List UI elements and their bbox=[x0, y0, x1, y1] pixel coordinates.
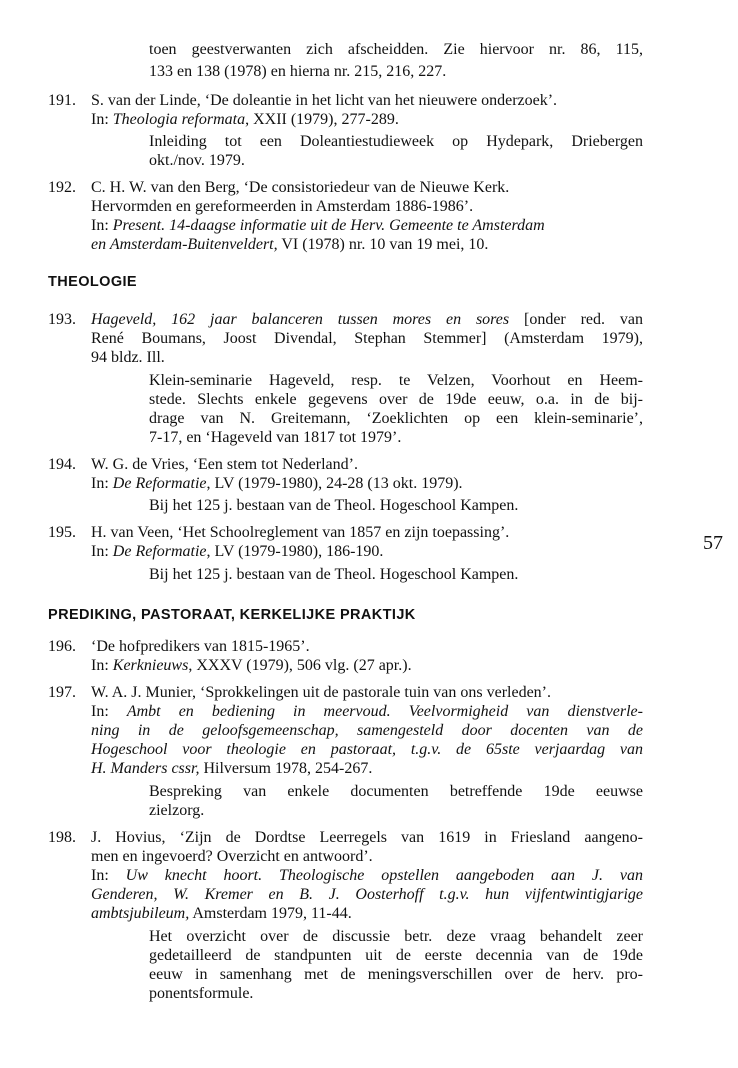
entry-source: In: Ambt en bediening in meervoud. Veelvormigheid van dienstverle- bbox=[91, 703, 643, 720]
section-heading: PREDIKING, PASTORAAT, KERKELIJKE PRAKTIJK bbox=[48, 607, 416, 623]
entry-number: 198. bbox=[48, 829, 76, 846]
entry-annotation: drage van N. Greitemann, ‘Zoeklichten op een klein-seminarie’, bbox=[149, 410, 643, 427]
entry-annotation: 7-17, en ‘Hageveld van 1817 tot 1979’. bbox=[149, 429, 402, 446]
entry-annotation: Bij het 125 j. bestaan van de Theol. Hogeschool Kampen. bbox=[149, 566, 519, 583]
entry-annotation: Klein-seminarie Hageveld, resp. te Velzen, Voorhout en Heem- bbox=[149, 372, 643, 389]
entry-number: 191. bbox=[48, 92, 76, 109]
entry-source: In: Uw knecht hoort. Theologische opstellen aangeboden aan J. van bbox=[91, 867, 643, 884]
entry-number: 197. bbox=[48, 684, 76, 701]
entry-number: 192. bbox=[48, 179, 76, 196]
entry-annotation: okt./nov. 1979. bbox=[149, 152, 245, 169]
entry-source: Hogeschool voor theologie en pastoraat, t.g.v. de 65ste verjaardag van bbox=[91, 741, 643, 758]
entry-annotation: Inleiding tot een Doleantiestudieweek op Hydepark, Driebergen bbox=[149, 133, 643, 150]
entry-source: ambtsjubileum, Amsterdam 1979, 11-44. bbox=[91, 905, 352, 922]
entry-number: 193. bbox=[48, 311, 76, 328]
entry-annotation: Bij het 125 j. bestaan van de Theol. Hogeschool Kampen. bbox=[149, 497, 519, 514]
entry-citation: Hageveld, 162 jaar balanceren tussen mores en sores [onder red. van bbox=[91, 311, 643, 328]
entry-citation: René Boumans, Joost Divendal, Stephan Stemmer] (Amsterdam 1979), bbox=[91, 330, 643, 347]
entry-annotation: eeuw in samenhang met de meningsverschillen over de herv. pro- bbox=[149, 966, 643, 983]
section-heading: THEOLOGIE bbox=[48, 274, 137, 290]
entry-source: In: De Reformatie, LV (1979-1980), 186-190. bbox=[91, 543, 384, 560]
entry-number: 196. bbox=[48, 638, 76, 655]
entry-source: In: Theologia reformata, XXII (1979), 277-289. bbox=[91, 111, 399, 128]
entry-source: H. Manders cssr, Hilversum 1978, 254-267. bbox=[91, 760, 373, 777]
entry-source: In: Present. 14-daagse informatie uit de Herv. Gemeente te Amsterdam bbox=[91, 217, 545, 234]
entry-annotation: Bespreking van enkele documenten betreffende 19de eeuwse bbox=[149, 783, 643, 800]
entry-citation: Hervormden en gereformeerden in Amsterdam 1886-1986’. bbox=[91, 198, 474, 215]
entry-citation: S. van der Linde, ‘De doleantie in het licht van het nieuwere onderzoek’. bbox=[91, 92, 558, 109]
entry-annotation: gedetailleerd de standpunten uit de eerste decennia van de 19de bbox=[149, 947, 643, 964]
entry-annotation: zielzorg. bbox=[149, 802, 205, 819]
carryover-line: toen geestverwanten zich afscheidden. Zie hiervoor nr. 86, 115, bbox=[149, 41, 643, 58]
entry-number: 194. bbox=[48, 456, 76, 473]
entry-citation: W. G. de Vries, ‘Een stem tot Nederland’. bbox=[91, 456, 358, 473]
entry-citation: men en ingevoerd? Overzicht en antwoord’. bbox=[91, 848, 373, 865]
entry-annotation: ponentsformule. bbox=[149, 985, 254, 1002]
entry-annotation: Het overzicht over de discussie betr. deze vraag behandelt zeer bbox=[149, 928, 643, 945]
entry-source: In: Kerknieuws, XXXV (1979), 506 vlg. (27 apr.). bbox=[91, 657, 412, 674]
entry-source: en Amsterdam-Buitenveldert, VI (1978) nr. 10 van 19 mei, 10. bbox=[91, 236, 489, 253]
entry-citation: J. Hovius, ‘Zijn de Dordtse Leerregels van 1619 in Friesland aangeno- bbox=[91, 829, 643, 846]
entry-source: Genderen, W. Kremer en B. J. Oosterhoff t.g.v. hun vijfentwintigjarige bbox=[91, 886, 643, 903]
entry-citation: ‘De hofpredikers van 1815-1965’. bbox=[91, 638, 310, 655]
entry-citation: H. van Veen, ‘Het Schoolreglement van 1857 en zijn toepassing’. bbox=[91, 524, 510, 541]
entry-citation: C. H. W. van den Berg, ‘De consistoriedeur van de Nieuwe Kerk. bbox=[91, 179, 510, 196]
entry-source: ning in de geloofsgemeenschap, samengesteld door docenten van de bbox=[91, 722, 643, 739]
entry-annotation: stede. Slechts enkele gegevens over de 19de eeuw, o.a. in de bij- bbox=[149, 391, 643, 408]
carryover-line: 133 en 138 (1978) en hierna nr. 215, 216, 227. bbox=[149, 63, 447, 80]
entry-citation: W. A. J. Munier, ‘Sprokkelingen uit de pastorale tuin van ons verleden’. bbox=[91, 684, 552, 701]
entry-source: In: De Reformatie, LV (1979-1980), 24-28 (13 okt. 1979). bbox=[91, 475, 463, 492]
entry-number: 195. bbox=[48, 524, 76, 541]
entry-citation: 94 bldz. Ill. bbox=[91, 349, 165, 366]
page-number: 57 bbox=[703, 532, 723, 554]
